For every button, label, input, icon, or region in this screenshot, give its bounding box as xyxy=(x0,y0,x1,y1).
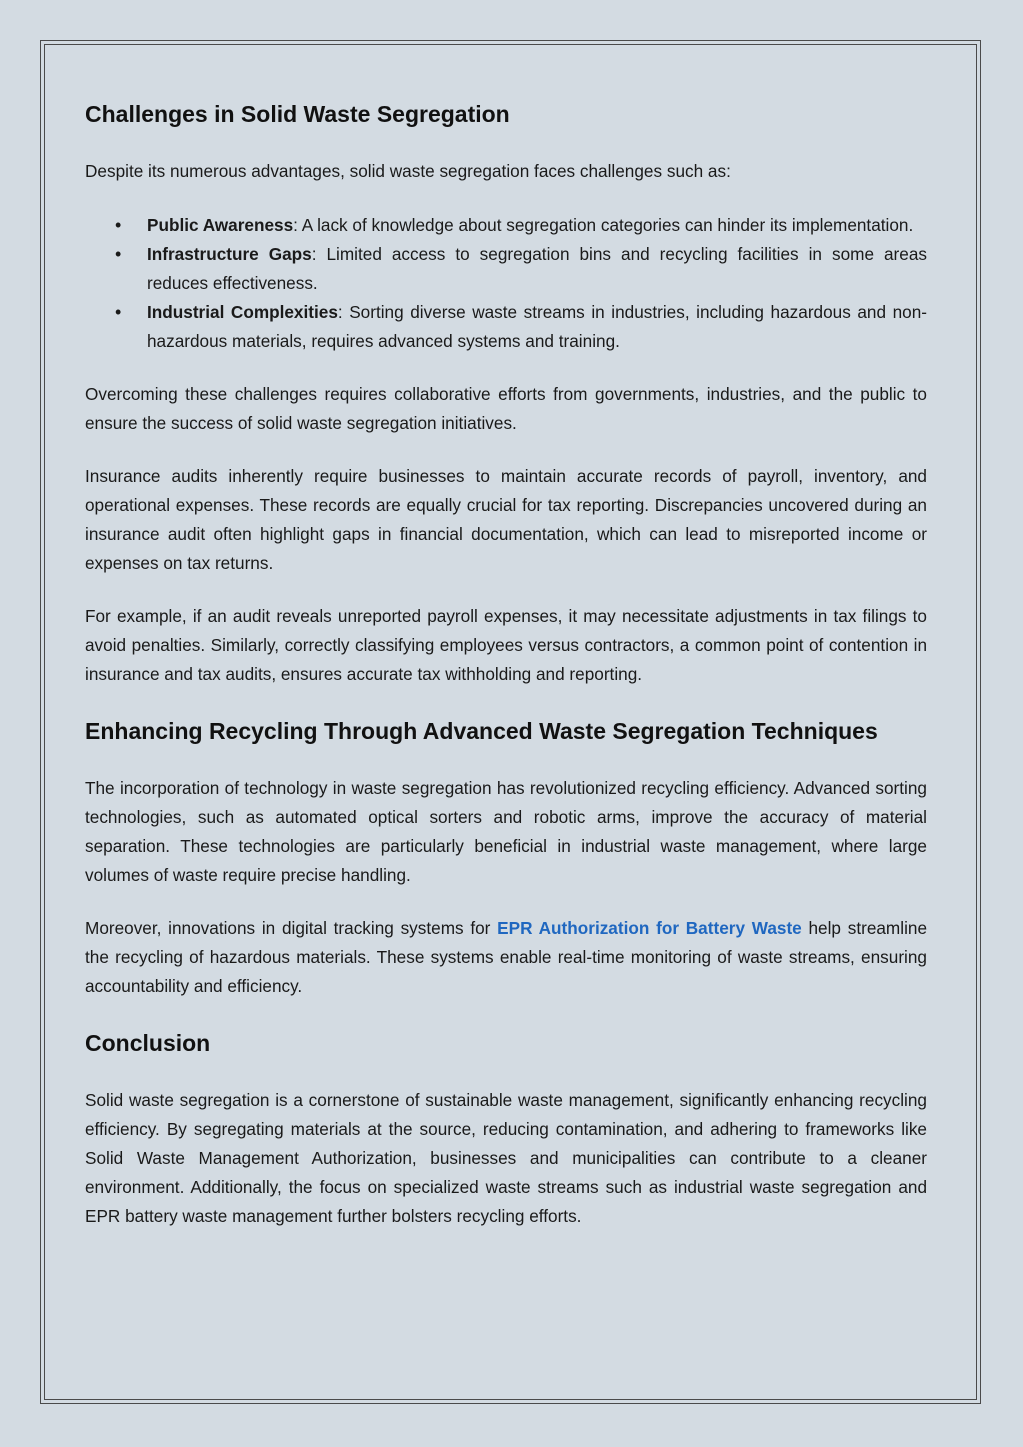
document-body xyxy=(85,98,927,1231)
list-item-text: : Limited access to segregation bins and recycling facilities in some areas reduces effectiveness. xyxy=(147,244,927,293)
overcoming-paragraph: Overcoming these challenges requires collaborative efforts from governments, industries, and the public to ensure the success of solid waste segregation initiatives. xyxy=(85,384,927,433)
example-paragraph: For example, if an audit reveals unreported payroll expenses, it may necessitate adjustments in tax filings to avoid penalties. Similarly, correctly classifying employees versus contractors, a common point of contention in insurance and tax audits, ensures accurate tax withholding and reporting. xyxy=(85,606,927,684)
list-item-term: Infrastructure Gaps xyxy=(147,244,312,264)
challenges-list xyxy=(85,211,927,356)
list-item-text: : Sorting diverse waste streams in industries, including hazardous and non-hazardous materials, requires advanced systems and training. xyxy=(147,302,927,351)
moreover-text-before: Moreover, innovations in digital tracking systems for xyxy=(85,918,498,938)
conclusion-paragraph: Solid waste segregation is a cornerstone of sustainable waste management, significantly enhancing recycling efficiency. By segregating materials at the source, reducing contamination, and adhering to frameworks like Solid Waste Management Authorization, businesses and municipalities can contribute to a cleaner environment. Additionally, the focus on specialized waste streams such as industrial waste segregation and EPR battery waste management further bolsters recycling efforts. xyxy=(85,1090,927,1226)
moreover-paragraph xyxy=(85,914,927,1001)
list-item xyxy=(85,240,927,298)
moreover-text-after: help streamline the recycling of hazardous materials. These systems enable real-time monitoring of waste streams, ensuring accountability and efficiency. xyxy=(85,918,928,996)
list-item xyxy=(85,211,927,240)
list-item-term: Industrial Complexities xyxy=(147,302,338,322)
intro-paragraph: Despite its numerous advantages, solid waste segregation faces challenges such as: xyxy=(85,161,731,181)
section-heading-conclusion: Conclusion xyxy=(85,1030,211,1056)
bullet-icon: • xyxy=(115,215,122,235)
list-item-text: : A lack of knowledge about segregation categories can hinder its implementation. xyxy=(293,215,914,235)
section-heading-challenges: Challenges in Solid Waste Segregation xyxy=(85,101,510,127)
list-item xyxy=(85,298,927,356)
technology-paragraph: The incorporation of technology in waste segregation has revolutionized recycling efficiency. Advanced sorting technologies, such as automated optical sorters and robotic arms, improve the accuracy of material separation. These technologies are particularly beneficial in industrial waste management, where large volumes of waste require precise handling. xyxy=(85,778,927,885)
insurance-paragraph: Insurance audits inherently require businesses to maintain accurate records of payroll, inventory, and operational expenses. These records are equally crucial for tax reporting. Discrepancies uncovered during an insurance audit often highlight gaps in financial documentation, which can lead to misreported income or expenses on tax returns. xyxy=(85,466,927,573)
bullet-icon: • xyxy=(115,244,122,264)
epr-battery-waste-link[interactable]: EPR Authorization for Battery Waste xyxy=(497,918,802,938)
list-item-term: Public Awareness xyxy=(147,215,294,235)
bullet-icon: • xyxy=(115,302,122,322)
section-heading-recycling: Enhancing Recycling Through Advanced Waste Segregation Techniques xyxy=(85,718,878,744)
